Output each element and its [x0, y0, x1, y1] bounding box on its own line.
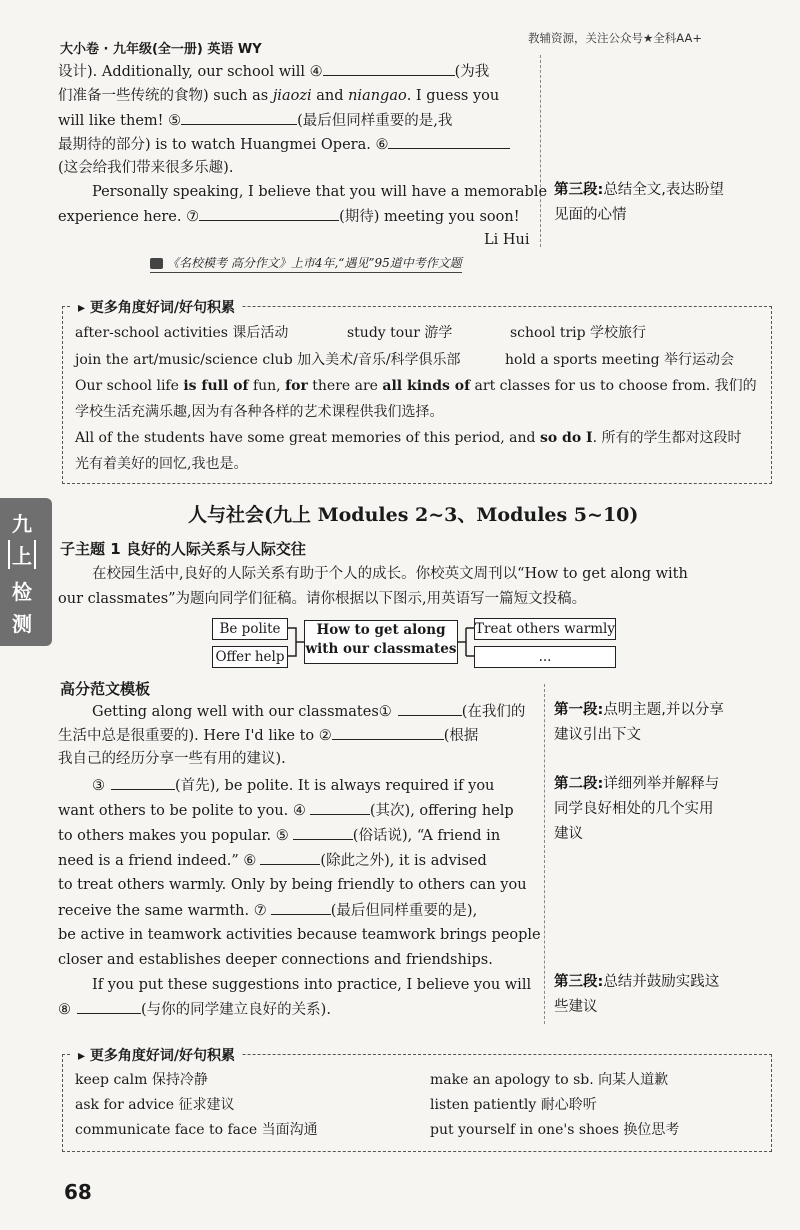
promo-text: 教辅资源，关注公众号★全科AA+ [528, 31, 702, 45]
template-line: If you put these suggestions into practice, I believe you will [92, 977, 532, 993]
answer-blank-6b[interactable] [260, 850, 320, 865]
page-number: 68 [64, 1180, 92, 1204]
answer-blank-7b[interactable] [271, 900, 331, 915]
phrase: make an apology to sb. 向某人道歉 [430, 1072, 669, 1088]
template-line: want others to be polite to you. ④ (其次), offering help [58, 800, 514, 821]
ad-banner: 《名校模考 高分作文》上市4年,“遇见”95道中考作文题 [150, 254, 462, 273]
prompt-line: our classmates”为题向同学们征稿。请你根据以下图示,用英语写一篇短文投稿。 [58, 591, 587, 607]
essay-line: 设计). Additionally, our school will ④ (为我 [58, 61, 489, 82]
phrase: listen patiently 耐心聆听 [430, 1097, 597, 1113]
phrase: hold a sports meeting 举行运动会 [505, 352, 735, 368]
mindmap-node-right: Treat others warmly [474, 618, 616, 640]
sentence: Our school life is full of fun, for there are all kinds of art classes for us to choose from. 我们的 [75, 378, 757, 394]
phrase: school trip 学校旅行 [510, 325, 647, 341]
note-paragraph-3-top: 第三段:总结全文,表达盼望 见面的心情 [554, 182, 724, 223]
note-paragraph-1: 第一段:点明主题,并以分享 建议引出下文 [554, 702, 724, 743]
bullet-icon: ▸ [78, 300, 90, 316]
side-tab-char: 检 [12, 580, 32, 604]
essay-line: Personally speaking, I believe that you will have a memorable [92, 184, 548, 200]
prompt-line: 在校园生活中,良好的人际关系有助于个人的成长。你校英文周刊以“How to get along with [92, 566, 688, 582]
template-line: to treat others warmly. Only by being friendly to others can you [58, 877, 527, 893]
answer-blank-8[interactable] [77, 999, 141, 1014]
phrase: after-school activities 课后活动 [75, 325, 289, 341]
essay-line: experience here. ⑦ (期待) meeting you soon! [58, 206, 520, 227]
template-line: closer and establishes deeper connections and friendships. [58, 952, 493, 968]
essay-line: 们准备一些传统的食物) such as jiaozi and niangao. I guess you [58, 88, 500, 104]
template-heading: 高分范文模板 [60, 680, 151, 698]
sentence: 光有着美好的回忆,我也是。 [75, 456, 248, 472]
book-title: 大小卷 · 九年级(全一册) 英语 WY [60, 42, 262, 57]
answer-blank-2[interactable] [332, 725, 444, 740]
mindmap-node-left: Be polite [212, 618, 288, 640]
template-line: Getting along well with our classmates① (在我们的 [92, 701, 525, 722]
phrase: keep calm 保持冷静 [75, 1072, 208, 1088]
answer-blank-1[interactable] [398, 701, 462, 716]
phrase: communicate face to face 当面沟通 [75, 1122, 318, 1138]
phrase: put yourself in one's shoes 换位思考 [430, 1122, 680, 1138]
phrase: join the art/music/science club 加入美术/音乐/科学俱乐部 [75, 352, 461, 368]
side-tab-char: 测 [12, 612, 32, 636]
vocab-box-1-title: ▸ 更多角度好词/好句积累 [72, 297, 241, 317]
bullet-icon: ▸ [78, 1048, 90, 1064]
mindmap-node-right: ... [474, 646, 616, 668]
answer-blank-3[interactable] [111, 775, 175, 790]
side-tab-char: 上 [8, 540, 36, 569]
template-divider [544, 684, 545, 1024]
signature: Li Hui [484, 232, 530, 248]
sentence: 学校生活充满乐趣,因为有各种各样的艺术课程供我们选择。 [75, 404, 444, 420]
template-line: ⑧ (与你的同学建立良好的关系). [58, 999, 331, 1020]
side-tab-char: 九 [12, 512, 32, 536]
answer-blank-4b[interactable] [310, 800, 370, 815]
essay-line: (这会给我们带来很多乐趣). [58, 160, 234, 176]
sentence: All of the students have some great memories of this period, and so do I. 所有的学生都对这段时 [75, 430, 742, 446]
note-paragraph-2: 第二段:详细列举并解释与 同学良好相处的几个实用 建议 [554, 776, 720, 842]
template-line: to others makes you popular. ⑤ (俗话说), “A friend in [58, 825, 500, 846]
answer-blank-5b[interactable] [293, 825, 353, 840]
phrase: ask for advice 征求建议 [75, 1097, 235, 1113]
essay-line: will like them! ⑤ (最后但同样重要的是,我 [58, 110, 452, 131]
template-line: be active in teamwork activities because teamwork brings people [58, 927, 541, 943]
template-line: 生活中总是很重要的). Here I'd like to ② (根据 [58, 725, 478, 746]
blank-4-number: ④ [309, 64, 323, 80]
section-title: 人与社会(九上 Modules 2~3、Modules 5~10) [188, 504, 639, 526]
template-line: need is a friend indeed.” ⑥ (除此之外), it is advised [58, 850, 487, 871]
essay-line: 最期待的部分) is to watch Huangmei Opera. ⑥ [58, 134, 510, 155]
subtopic-heading: 子主题 1 良好的人际关系与人际交往 [60, 540, 306, 558]
vocab-box-2-title: ▸ 更多角度好词/好句积累 [72, 1045, 241, 1065]
phrase: study tour 游学 [347, 325, 453, 341]
template-line: ③ (首先), be polite. It is always required if you [92, 775, 494, 796]
template-line: 我自己的经历分享一些有用的建议). [58, 751, 286, 767]
mindmap-node-left: Offer help [212, 646, 288, 668]
note-paragraph-3: 第三段:总结并鼓励实践这 些建议 [554, 974, 720, 1015]
template-line: receive the same warmth. ⑦ (最后但同样重要的是), [58, 900, 477, 921]
mindmap-center: How to get along with our classmates [304, 620, 458, 664]
